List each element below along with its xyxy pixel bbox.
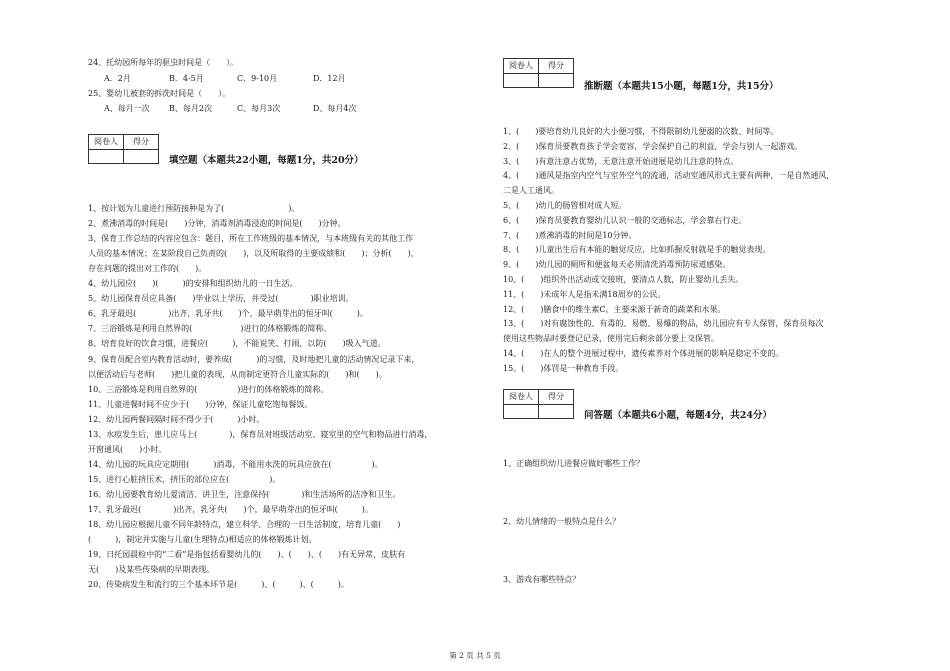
fill-question-line: 13、水痘发生后，患儿应马上( )，保育员对班级活动室、寝室里的空气和物品进行消毒， — [88, 429, 433, 439]
option: A．2月 — [104, 74, 131, 83]
fill-question-line: 10、三浴锻炼是利用自然界的( )进行的体格锻炼的简称。 — [88, 384, 329, 394]
option: B．4-5月 — [169, 74, 204, 83]
option: C．9-10月 — [237, 74, 278, 83]
fill-question-line: 18、幼儿园应根据儿童不同年龄特点，建立科学、合理的一日生活制度，培育儿童( ) — [88, 520, 401, 530]
fill-question-line: 20、传染病发生和流行的三个基本环节是( )、( )、( )。 — [88, 580, 349, 590]
fill-question-line: 8、培育良好的饮食习惯，进餐应( )，不能说笑、打闹，以防( )吸入气道。 — [88, 339, 386, 349]
fill-section-title: 填空题（本题共22小题，每题1分，共20分） — [169, 155, 364, 166]
fill-question-line: 6、乳牙最迟( )出齐，乳牙共( )个，最早萌芽出的恒牙叫( )。 — [88, 309, 368, 319]
judge-question-line: 14、( )在人的整个进展过程中，遗传素养对个体进展的影响是稳定不变的。 — [503, 349, 784, 358]
grader-label: 阅卷人 — [89, 135, 124, 149]
judge-question-line: 2、( )保育员要教育孩子学会宽容，学会保护自己的利益，学会与别人一起游戏。 — [503, 141, 803, 151]
qa-section-title: 问答题（本题共6小题，每题4分，共24分） — [584, 410, 772, 421]
judge-question-line: 3、( )有意注意占优势，无意注意开始进展是幼儿注意的特点。 — [503, 156, 739, 166]
score-table-fill-blank — [88, 149, 159, 164]
option: B、每月2次 — [169, 104, 212, 113]
fill-question-line: 2、煮沸消毒的时间是( )分钟，消毒剂消毒浸泡的时间是( )分钟。 — [88, 219, 346, 229]
qa-question-2: 2、幼儿情绪的一般特点是什么？ — [503, 517, 621, 526]
judge-question-line: 使用这些物品时要登记记录，使用完后剩余部分要上交保管。 — [503, 334, 719, 344]
grader-label: 阅卷人 — [504, 390, 539, 404]
question-24-options — [104, 73, 346, 84]
fill-question-line: 7、三浴锻炼是利用自然界的( )进行的体格锻炼的简称。 — [88, 324, 332, 334]
fill-question-line: 9、保育员配合室内教育活动时，要养成( )的习惯，及时地把儿童的活动情况记录下来， — [88, 354, 420, 364]
judge-question-line: 9、( )幼儿园的厕所和便盆每天必须清洗消毒预防尿道感染。 — [503, 260, 731, 270]
score-table-qa — [503, 389, 574, 405]
judge-question-line: 13、( )对有腐蚀性的、有毒的、易燃、易爆的物品，幼儿园应有专人保管，保育员每次 — [503, 319, 824, 329]
score-table-judge — [503, 58, 574, 74]
judge-question-line: 7、( )煮沸消毒的时间是10分钟。 — [503, 230, 637, 240]
fill-question-line: 无( )及某些传染病的早期表现。 — [88, 565, 215, 575]
page-footer: 第 2 页 共 5 页 — [449, 651, 501, 660]
grader-label: 阅卷人 — [504, 59, 539, 73]
judge-question-line: 4、( )通风是指室内空气与室外空气的流通，活动室通风形式主要有两种，一是自然通风， — [503, 171, 835, 181]
judge-section-title: 推断题（本题共15小题，每题1分，共15分） — [584, 81, 779, 92]
score-label: 得分 — [133, 137, 149, 146]
fill-question-line: 3、保育工作总结的内容应包含：题目，所在工作班级的基本情况，与本班级有关的其他工作 — [88, 234, 414, 244]
option: D．12月 — [313, 74, 346, 83]
fill-question-line: 存在问题的提出对工作的( )。 — [88, 264, 207, 274]
fill-question-line: ( )，制定并实施与儿童(生理特点)相适应的体格锻炼计划。 — [88, 535, 317, 545]
judge-question-line: 10、( )组织外出活动或交接班，要清点人数，防止婴幼儿丢失。 — [503, 275, 744, 284]
score-label: 得分 — [548, 61, 564, 70]
score-label: 得分 — [548, 392, 564, 401]
option: A、每月一次 — [104, 104, 150, 113]
qa-question-3: 3、游戏有哪些特点？ — [503, 575, 581, 584]
option: D、每月4次 — [313, 104, 357, 113]
fill-question-line: 17、乳牙最迟( )出齐，乳牙共( )个，最早萌芽出的恒牙叫( )。 — [88, 505, 373, 514]
fill-question-line: 5、幼儿园保育员应具备( )毕业以上学历，并受过( )职业培训。 — [88, 294, 354, 304]
score-table-judge-blank — [503, 73, 574, 88]
judge-question-line: 5、( )幼儿的肠管相对成人短。 — [503, 201, 627, 210]
qa-question-1: 1、正确组织幼儿进餐应做好哪些工作？ — [503, 459, 645, 468]
question-25-options — [104, 103, 357, 114]
fill-question-line: 开窗通风( )小时。 — [88, 444, 167, 454]
fill-question-line: 12、幼儿园两餐间隔时间不得少于( )小时。 — [88, 414, 265, 424]
option: C、每月3次 — [237, 104, 281, 113]
judge-question-line: 12、( )膳食中的维生素C，主要来源于新奇的蔬菜和水果。 — [503, 304, 726, 314]
fill-question-line: 16、幼儿园要教育幼儿爱清洁、讲卫生，注意保持( )和生活场所的洁净和卫生。 — [88, 489, 401, 499]
fill-question-line: 14、幼儿园的玩具应定期用( )消毒，不能用水洗的玩具应放在( )。 — [88, 459, 383, 469]
judge-question-line: 8、( )儿童出生后有本能的触觉反应，比如抓握反射就是手的触觉表现。 — [503, 245, 771, 255]
judge-question-line: 11、( )未成年人是指未满18周岁的公民。 — [503, 289, 666, 299]
score-table-qa-blank — [503, 404, 574, 419]
question-25: 25、婴幼儿被套的拆洗时间是（ ）。 — [88, 89, 231, 98]
judge-question-line: 二是人工通风。 — [503, 186, 559, 196]
fill-question-line: 19、日托园晨检中的“二看”是指包括看婴幼儿的( )、( )、( )有无异常，皮肤有 — [88, 550, 406, 560]
fill-question-line: 以便活动后与老师( )把儿童的表现，从而制定更符合儿童实际的( )和( )。 — [88, 369, 387, 379]
question-24: 24、托幼园所每年的驱虫时间是（ ）。 — [88, 58, 239, 67]
fill-question-line: 1、按计划为儿童进行预防接种是为了( )。 — [88, 204, 300, 213]
fill-question-line: 人员的基本情况；在某阶段自己负责的( )，以及所取得的主要成绩和( )；分析( )， — [88, 249, 419, 259]
score-table-fill — [88, 134, 159, 150]
fill-question-line: 15、进行心脏挤压术，挤压的部位应在( )。 — [88, 474, 281, 484]
fill-question-line: 4、幼儿园应( )( )的安排和组织幼儿的一日生活。 — [88, 279, 298, 289]
judge-question-line: 6、( )保育员要教育婴幼儿认识一般的交通标志，学会靠右行走。 — [503, 215, 747, 225]
judge-question-line: 15、( )体罚是一种教育手段。 — [503, 363, 624, 373]
fill-question-line: 11、儿童进餐时间不应少于( )分钟，保证儿童吃饱每餐饭。 — [88, 399, 313, 409]
judge-question-line: 1、( )要培育幼儿良好的大小便习惯，不得限制幼儿便溺的次数、时间等。 — [503, 127, 779, 136]
